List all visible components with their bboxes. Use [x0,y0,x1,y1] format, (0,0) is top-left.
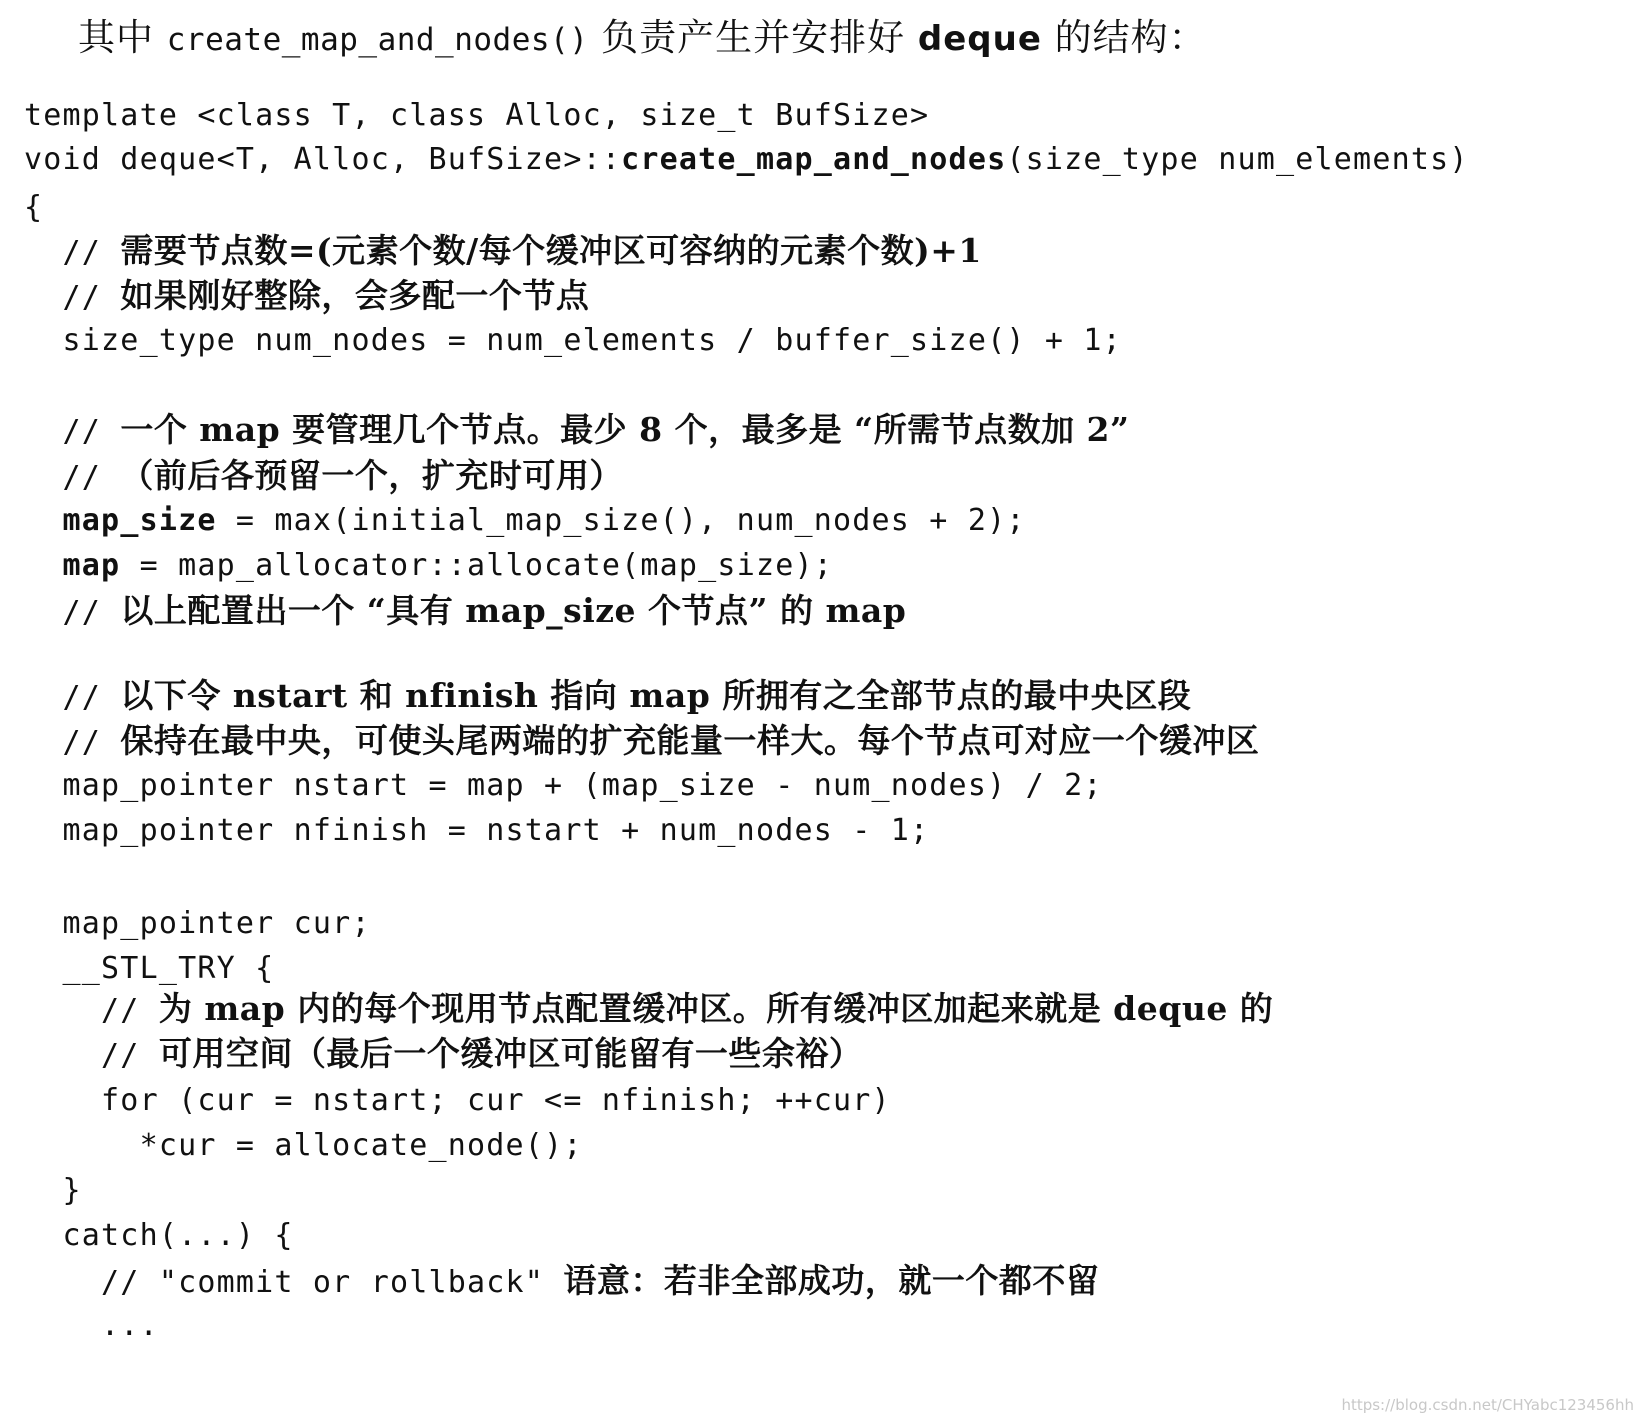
code-bold-identifier: map [62,548,121,583]
code-text: // [24,280,121,315]
code-line [24,1216,294,1256]
code-line [24,501,1026,541]
code-line [24,904,371,944]
code-line [24,140,1469,180]
code-text: = map_allocator::allocate(map_size); [120,548,834,583]
code-line [24,1261,1099,1301]
intro-middle: 负责产生并安排好 [588,16,918,59]
code-comment-text: 以上配置出一个 “具有 map_size 个节点” 的 map [120,591,907,630]
code-comment-text: 需要节点数=(元素个数/每个缓冲区可容纳的元素个数)+1 [120,231,982,270]
code-line [24,1306,159,1346]
code-comment-text: 为 map 内的每个现用节点配置缓冲区。所有缓冲区加起来就是 deque 的 [158,989,1274,1028]
code-line [24,231,982,271]
code-line [24,276,589,316]
code-line [24,766,1103,806]
code-text: ... [24,1308,159,1343]
intro-func-name: create_map_and_nodes() [166,22,589,58]
code-text: // [24,595,121,630]
code-comment-text: （前后各预留一个，扩充时可用） [120,456,623,495]
code-line [24,676,1191,716]
intro-sentence [78,14,1207,64]
code-comment-text: 一个 map 要管理几个节点。最少 8 个，最多是 “所需节点数加 2” [120,410,1130,449]
code-text: // [24,680,121,715]
intro-keyword: deque [917,19,1042,59]
code-line [24,811,929,851]
code-text: } [24,1173,82,1208]
code-text: // [24,725,121,760]
code-text: // "commit or rollback" [24,1265,564,1300]
code-text: map_pointer cur; [24,906,371,941]
code-line [24,188,43,228]
code-text: catch(...) { [24,1218,294,1253]
code-line [24,96,929,136]
code-comment-text: 语意：若非全部成功，就一个都不留 [563,1261,1100,1300]
code-text: (size_type num_elements) [1006,142,1469,177]
code-text: // [24,235,121,270]
code-text: // [24,414,121,449]
code-line [24,321,1122,361]
code-text: // [24,460,121,495]
intro-suffix: 的结构： [1041,16,1207,59]
watermark: https://blog.csdn.net/CHYabc123456hh [1341,1396,1634,1414]
code-line [24,410,1130,450]
code-line [24,721,1259,761]
code-line [24,1034,862,1074]
code-text: for (cur = nstart; cur <= nfinish; ++cur) [24,1083,891,1118]
code-text: = max(initial_map_size(), num_nodes + 2); [216,503,1026,538]
code-line [24,1081,891,1121]
code-comment-text: 如果刚好整除，会多配一个节点 [120,276,590,315]
code-line [24,1171,82,1211]
code-line [24,989,1273,1029]
code-line [24,591,906,631]
code-text: map_pointer nfinish = nstart + num_nodes - 1; [24,813,930,848]
code-text: template <class T, class Alloc, size_t BufSize> [24,98,930,133]
code-text: // [24,1038,159,1073]
intro-prefix: 其中 [78,16,167,59]
code-text: map_pointer nstart = map + (map_size - num_nodes) / 2; [24,768,1103,803]
code-text: void deque<T, Alloc, BufSize>:: [24,142,622,177]
code-line [24,546,833,586]
code-line [24,1126,583,1166]
code-comment-text: 以下令 nstart 和 nfinish 指向 map 所拥有之全部节点的最中央区段 [120,676,1192,715]
code-comment-text: 保持在最中央，可使头尾两端的扩充能量一样大。每个节点可对应一个缓冲区 [120,721,1260,760]
code-bold-identifier: map_size [62,503,217,538]
code-bold-identifier: create_map_and_nodes [621,142,1007,177]
code-text: *cur = allocate_node(); [24,1128,583,1163]
code-text: __STL_TRY { [24,951,275,986]
code-line [24,949,274,989]
code-text [24,503,63,538]
code-comment-text: 可用空间（最后一个缓冲区可能留有一些余裕） [158,1034,863,1073]
code-text [24,548,63,583]
code-text: { [24,190,44,225]
code-line [24,456,623,496]
code-text: // [24,993,159,1028]
code-text: size_type num_nodes = num_elements / buffer_size() + 1; [24,323,1122,358]
